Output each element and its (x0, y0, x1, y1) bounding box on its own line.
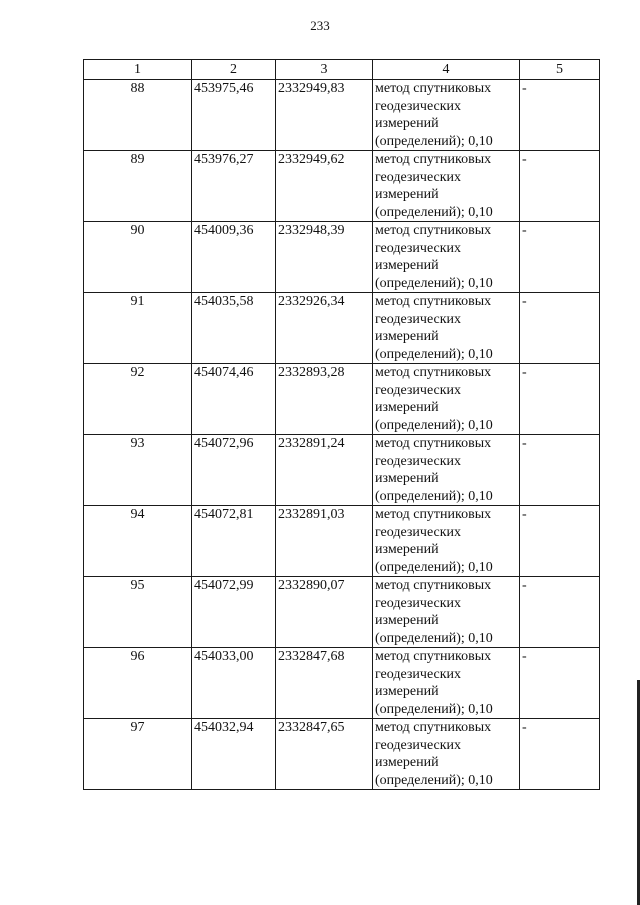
method-line: геодезических (375, 240, 462, 256)
x-coordinate-cell: 453975,46 (192, 80, 276, 151)
method-cell (373, 719, 520, 790)
method-line: геодезических (375, 524, 462, 540)
note-cell: - (520, 151, 600, 222)
x-coordinate-cell: 454072,81 (192, 506, 276, 577)
method-line: (определений); 0,10 (375, 133, 493, 149)
method-line: (определений); 0,10 (375, 488, 493, 504)
table-row (84, 293, 600, 364)
method-line: геодезических (375, 453, 462, 469)
header-col-2: 2 (192, 60, 276, 80)
method-line: (определений); 0,10 (375, 559, 493, 575)
method-line: геодезических (375, 311, 462, 327)
method-line: метод спутниковых (375, 81, 492, 96)
note-cell: - (520, 222, 600, 293)
method-line: геодезических (375, 382, 462, 398)
method-line: метод спутниковых (375, 294, 492, 309)
method-line: измерений (375, 258, 439, 273)
method-line: (определений); 0,10 (375, 275, 493, 291)
point-number-cell: 88 (84, 80, 192, 151)
method-line: метод спутниковых (375, 507, 492, 522)
point-number-cell: 89 (84, 151, 192, 222)
table-row (84, 151, 600, 222)
method-line: геодезических (375, 737, 462, 753)
method-line: метод спутниковых (375, 720, 492, 735)
page-number: 233 (310, 18, 330, 33)
x-coordinate-cell: 453976,27 (192, 151, 276, 222)
method-line: (определений); 0,10 (375, 346, 493, 362)
table-row (84, 222, 600, 293)
method-cell (373, 151, 520, 222)
method-line: измерений (375, 187, 439, 202)
method-cell (373, 364, 520, 435)
table-row (84, 435, 600, 506)
method-line: (определений); 0,10 (375, 630, 493, 646)
method-line: измерений (375, 542, 439, 557)
header-col-4: 4 (373, 60, 520, 80)
x-coordinate-cell: 454032,94 (192, 719, 276, 790)
method-line: измерений (375, 400, 439, 415)
table-row (84, 719, 600, 790)
note-cell: - (520, 364, 600, 435)
note-cell: - (520, 719, 600, 790)
x-coordinate-cell: 454074,46 (192, 364, 276, 435)
x-coordinate-cell: 454072,99 (192, 577, 276, 648)
method-line: метод спутниковых (375, 152, 492, 167)
point-number-cell: 97 (84, 719, 192, 790)
header-col-1: 1 (84, 60, 192, 80)
method-cell (373, 577, 520, 648)
table-row (84, 577, 600, 648)
method-line: измерений (375, 684, 439, 699)
method-line: геодезических (375, 98, 462, 114)
note-cell: - (520, 80, 600, 151)
method-cell (373, 293, 520, 364)
method-cell (373, 80, 520, 151)
table-header-row (84, 60, 600, 80)
point-number-cell: 93 (84, 435, 192, 506)
method-line: геодезических (375, 169, 462, 185)
y-coordinate-cell: 2332847,65 (276, 719, 373, 790)
y-coordinate-cell: 2332948,39 (276, 222, 373, 293)
method-line: геодезических (375, 666, 462, 682)
y-coordinate-cell: 2332891,24 (276, 435, 373, 506)
method-cell (373, 648, 520, 719)
header-col-3: 3 (276, 60, 373, 80)
point-number-cell: 91 (84, 293, 192, 364)
method-cell (373, 435, 520, 506)
y-coordinate-cell: 2332890,07 (276, 577, 373, 648)
method-line: измерений (375, 471, 439, 486)
point-number-cell: 95 (84, 577, 192, 648)
y-coordinate-cell: 2332893,28 (276, 364, 373, 435)
note-cell: - (520, 506, 600, 577)
table-body (84, 80, 600, 790)
point-number-cell: 94 (84, 506, 192, 577)
method-line: (определений); 0,10 (375, 701, 493, 717)
method-line: метод спутниковых (375, 649, 492, 664)
table-row (84, 506, 600, 577)
y-coordinate-cell: 2332949,62 (276, 151, 373, 222)
y-coordinate-cell: 2332926,34 (276, 293, 373, 364)
method-line: метод спутниковых (375, 436, 492, 451)
y-coordinate-cell: 2332891,03 (276, 506, 373, 577)
point-number-cell: 90 (84, 222, 192, 293)
x-coordinate-cell: 454035,58 (192, 293, 276, 364)
note-cell: - (520, 435, 600, 506)
note-cell: - (520, 648, 600, 719)
method-line: измерений (375, 755, 439, 770)
table-row (84, 648, 600, 719)
method-line: (определений); 0,10 (375, 417, 493, 433)
method-line: измерений (375, 613, 439, 628)
coordinates-table (83, 59, 600, 790)
note-cell: - (520, 577, 600, 648)
method-line: измерений (375, 329, 439, 344)
method-line: (определений); 0,10 (375, 772, 493, 788)
method-line: (определений); 0,10 (375, 204, 493, 220)
method-line: метод спутниковых (375, 223, 492, 238)
point-number-cell: 96 (84, 648, 192, 719)
note-cell: - (520, 293, 600, 364)
x-coordinate-cell: 454072,96 (192, 435, 276, 506)
x-coordinate-cell: 454009,36 (192, 222, 276, 293)
method-line: метод спутниковых (375, 365, 492, 380)
method-cell (373, 506, 520, 577)
method-line: геодезических (375, 595, 462, 611)
point-number-cell: 92 (84, 364, 192, 435)
header-col-5: 5 (520, 60, 600, 80)
y-coordinate-cell: 2332847,68 (276, 648, 373, 719)
table-row (84, 364, 600, 435)
method-line: метод спутниковых (375, 578, 492, 593)
y-coordinate-cell: 2332949,83 (276, 80, 373, 151)
method-cell (373, 222, 520, 293)
method-line: измерений (375, 116, 439, 131)
x-coordinate-cell: 454033,00 (192, 648, 276, 719)
table-row (84, 80, 600, 151)
